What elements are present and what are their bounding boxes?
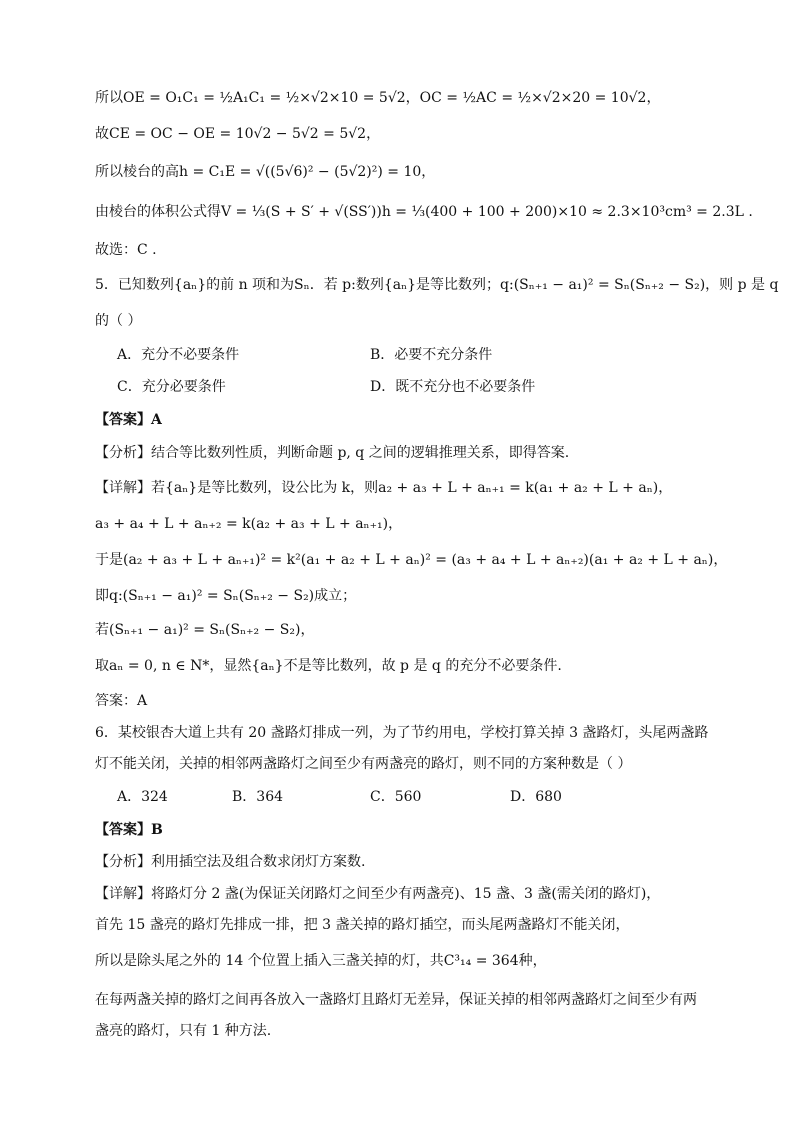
solution-line: 所以棱台的高h = C₁E = √((5√6)² − (5√2)²) = 10， — [95, 164, 436, 180]
q6-choice-c: C．560 — [370, 789, 422, 805]
detail-line: 若(Sₙ₊₁ − a₁)² = Sₙ(Sₙ₊₂ − S₂)， — [95, 622, 315, 638]
q5-choice-b: B．必要不充分条件 — [370, 347, 493, 363]
detail-line: 所以是除头尾之外的 14 个位置上插入三盏关掉的灯，共C³₁₄ = 364种， — [95, 953, 547, 969]
answer-line: 故选：C . — [95, 242, 157, 258]
question-6-text: 灯不能关闭，关掉的相邻两盏路灯之间至少有两盏亮的路灯，则不同的方案种数是（ ） — [95, 756, 632, 772]
solution-line: 由棱台的体积公式得V = ⅓(S + S′ + √(SS′))h = ⅓(400 + 100 + 200)×10 ≈ 2.3×10³cm³ = 2.3L . — [95, 204, 753, 220]
question-5-text: 的（ ） — [95, 313, 142, 329]
analysis-line: 【分析】利用插空法及组合数求闭灯方案数. — [95, 854, 366, 870]
solution-line: 所以OE = O₁C₁ = ½A₁C₁ = ½×√2×10 = 5√2，OC = ½AC = ½×√2×20 = 10√2， — [95, 90, 661, 106]
q5-choice-c: C．充分必要条件 — [117, 379, 226, 395]
answer-heading: 【答案】B — [95, 822, 163, 838]
q5-choice-d: D．既不充分也不必要条件 — [370, 379, 536, 395]
detail-line: 盏亮的路灯，只有 1 种方法. — [95, 1023, 272, 1039]
question-6-text: 6．某校银杏大道上共有 20 盏路灯排成一列，为了节约用电，学校打算关掉 3 盏路灯，头尾两盏路 — [95, 725, 709, 741]
detail-line: 在每两盏关掉的路灯之间再各放入一盏路灯且路灯无差异，保证关掉的相邻两盏路灯之间至少有两 — [95, 992, 697, 1008]
q6-choice-b: B．364 — [232, 789, 284, 805]
question-5-text: 5．已知数列{aₙ}的前 n 项和为Sₙ．若 p:数列{aₙ}是等比数列；q:(Sₙ₊₁ − a₁)² = Sₙ(Sₙ₊₂ − S₂)，则 p 是 q — [95, 277, 779, 293]
detail-line: 首先 15 盏亮的路灯先排成一排，把 3 盏关掉的路灯插空，而头尾两盏路灯不能关闭， — [95, 917, 630, 933]
detail-line: 【详解】若{aₙ}是等比数列，设公比为 k，则a₂ + a₃ + L + aₙ₊₁ = k(a₁ + a₂ + L + aₙ)， — [95, 480, 673, 496]
detail-line: 【详解】将路灯分 2 盏(为保证关闭路灯之间至少有两盏亮)、15 盏、3 盏(需关闭的路灯)， — [95, 886, 661, 902]
answer-heading: 【答案】A — [95, 412, 162, 428]
q5-choice-a: A．充分不必要条件 — [117, 347, 240, 363]
solution-line: 故CE = OC − OE = 10√2 − 5√2 = 5√2， — [95, 126, 381, 142]
analysis-line: 【分析】结合等比数列性质，判断命题 p, q 之间的逻辑推理关系，即得答案. — [95, 445, 570, 461]
detail-line: 取aₙ = 0, n ∈ N*，显然{aₙ}不是等比数列，故 p 是 q 的充分不必要条件. — [95, 658, 562, 674]
answer-line: 答案：A — [95, 693, 148, 709]
detail-line: 即q:(Sₙ₊₁ − a₁)² = Sₙ(Sₙ₊₂ − S₂)成立； — [95, 588, 357, 604]
q6-choice-a: A．324 — [117, 789, 168, 805]
detail-line: 于是(a₂ + a₃ + L + aₙ₊₁)² = k²(a₁ + a₂ + L + aₙ)² = (a₃ + a₄ + L + aₙ₊₂)(a₁ + a₂ + L + aₙ)， — [95, 552, 728, 568]
q6-choice-d: D．680 — [510, 789, 562, 805]
detail-line: a₃ + a₄ + L + aₙ₊₂ = k(a₂ + a₃ + L + aₙ₊₁)， — [95, 516, 403, 532]
